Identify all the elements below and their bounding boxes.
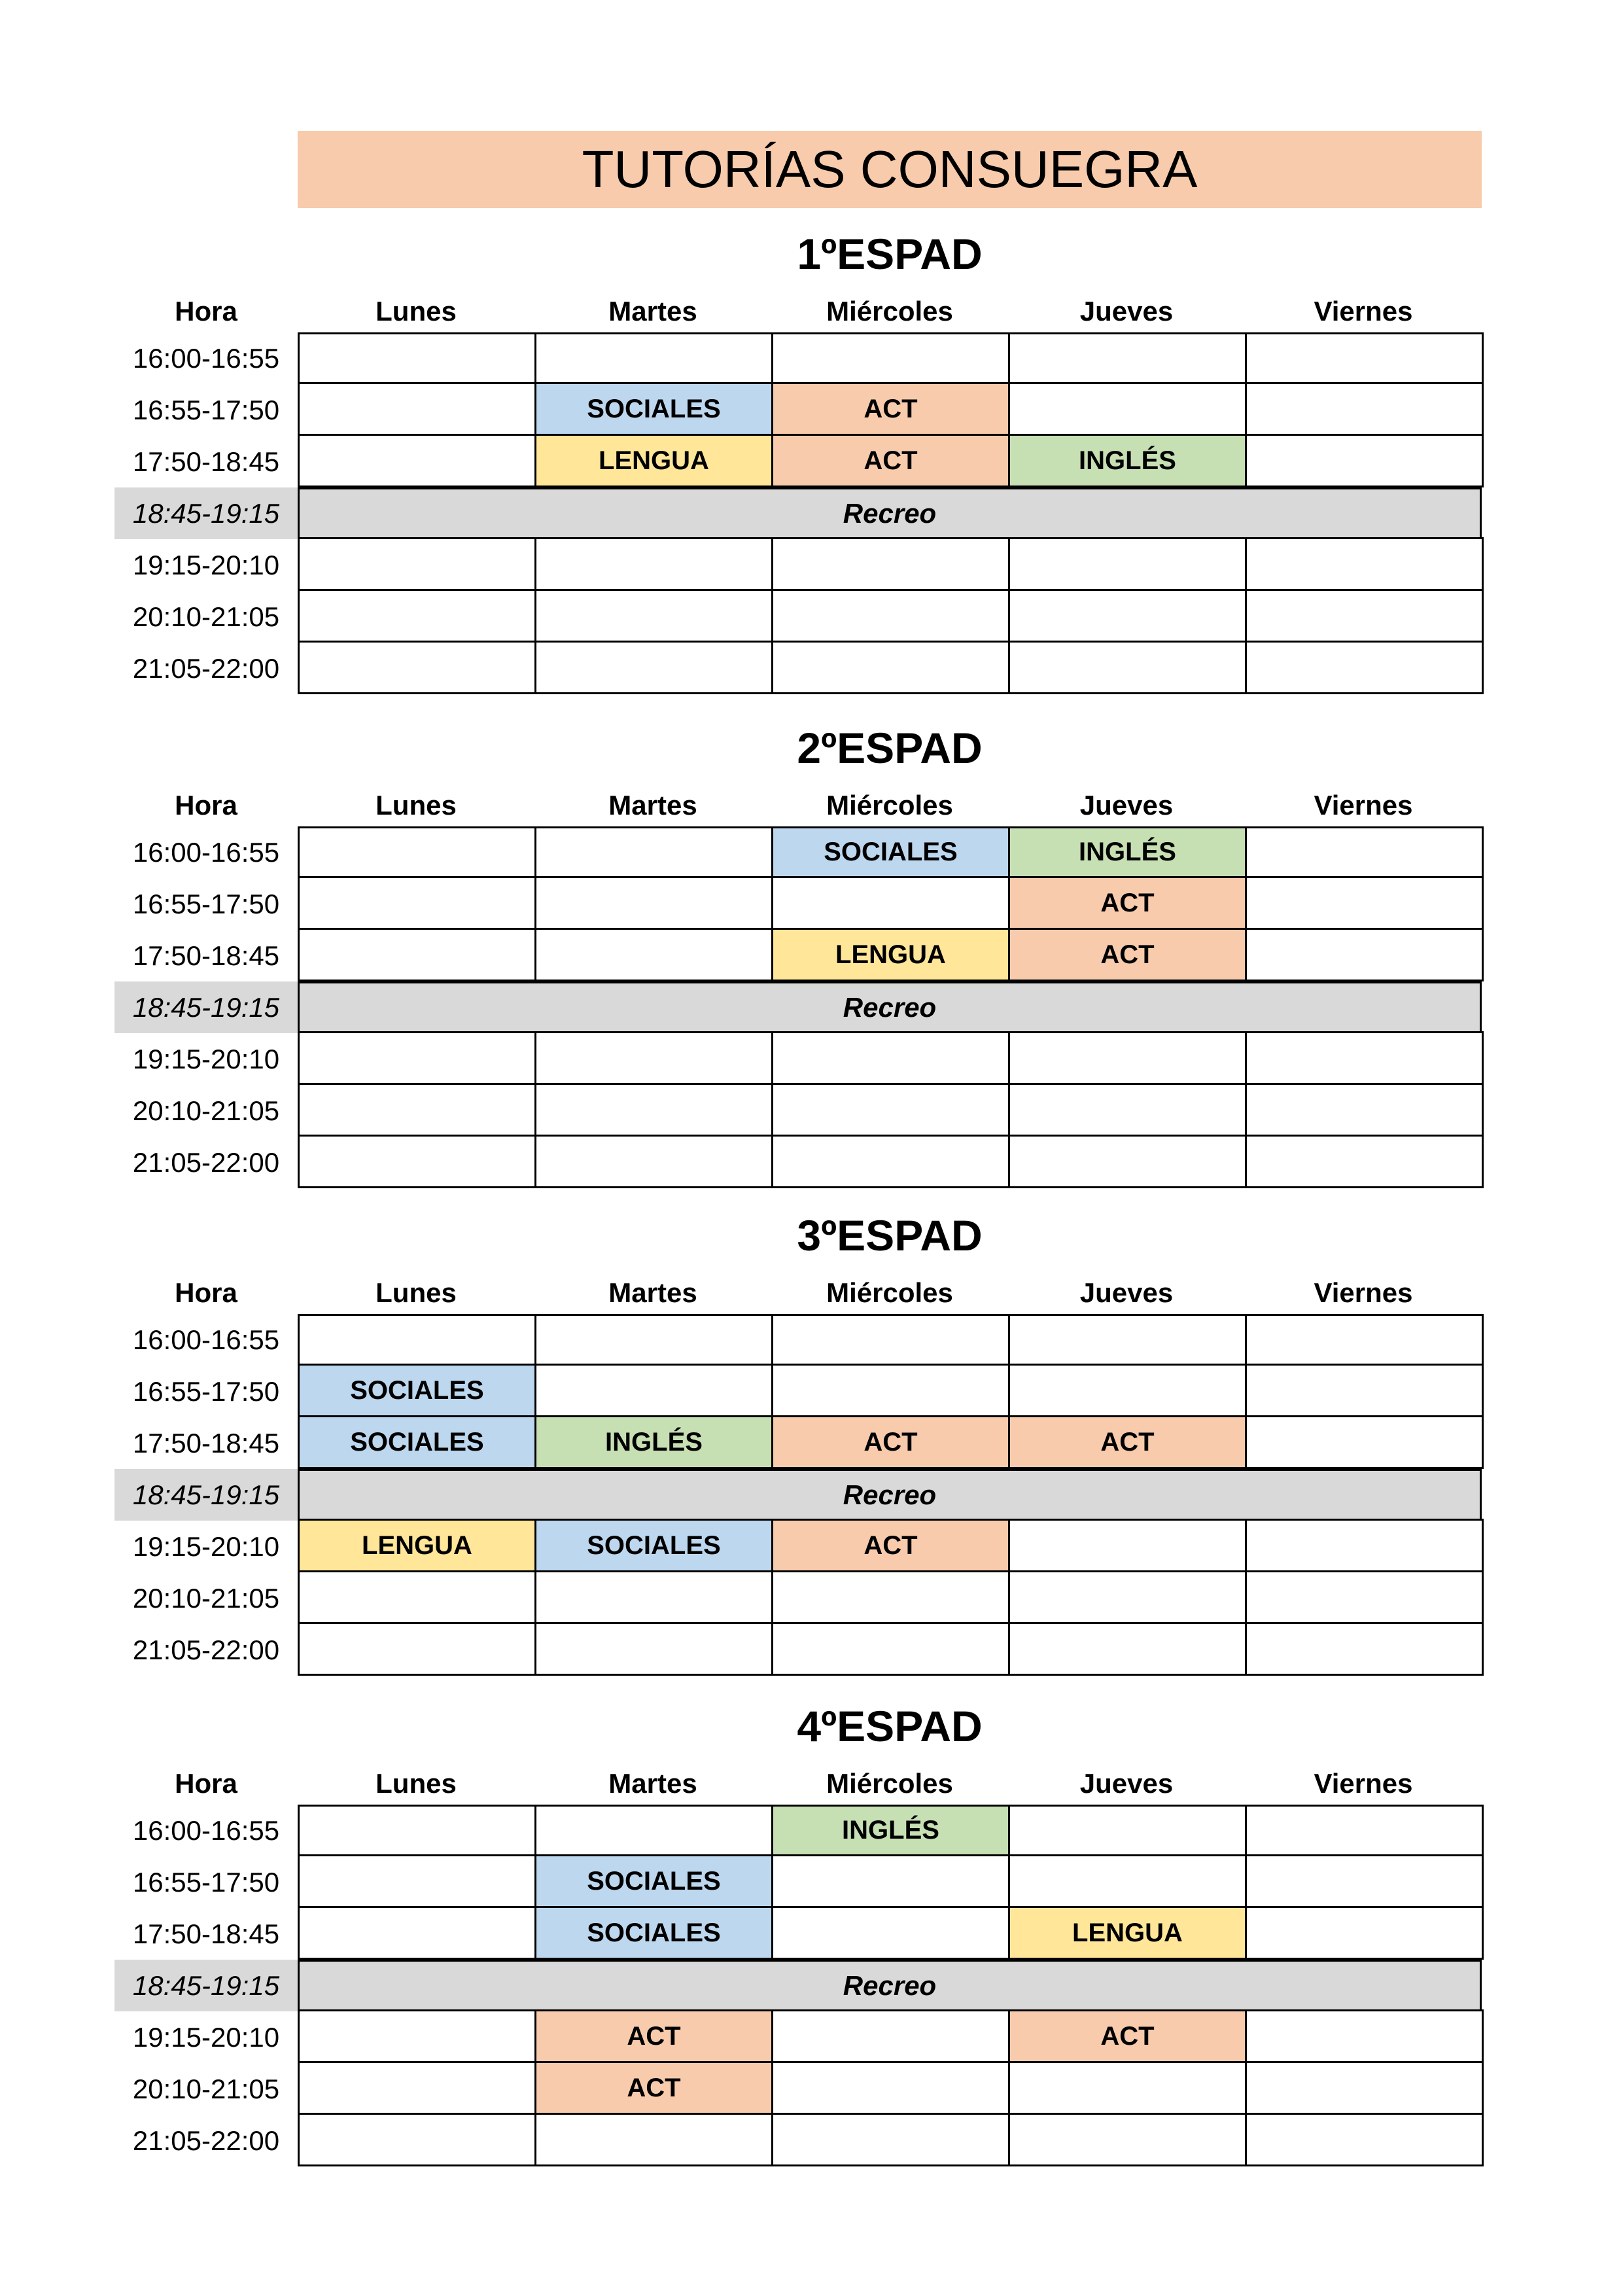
schedule-cell: SOCIALES (298, 1415, 536, 1469)
schedule-cell (1245, 1805, 1484, 1856)
table-row (114, 1624, 1482, 1676)
schedule-block (114, 723, 1482, 1188)
table-row (114, 1521, 1482, 1572)
table-row (114, 1417, 1482, 1469)
time-slot: 18:45-19:15 (114, 487, 298, 539)
column-header: Viernes (1314, 296, 1413, 327)
time-slot: 20:10-21:05 (132, 1095, 280, 1126)
schedule-cell (534, 876, 773, 930)
time-slot: 16:55-17:50 (132, 1866, 280, 1898)
schedule-cell (771, 332, 1010, 384)
schedule-cell (771, 1906, 1010, 1960)
time-slot: 17:50-18:45 (132, 1918, 280, 1949)
schedule-cell (1008, 537, 1247, 591)
schedule-cell (771, 1364, 1010, 1417)
table-row (114, 1572, 1482, 1624)
schedule-cell (298, 1135, 536, 1188)
schedule-cell (1245, 826, 1484, 878)
column-header: Jueves (1079, 1768, 1174, 1799)
schedule-cell (1008, 2061, 1247, 2115)
schedule-cell: ACT (1008, 1415, 1247, 1469)
schedule-cell (1008, 589, 1247, 643)
schedule-cell (1245, 1314, 1484, 1366)
column-header: Martes (608, 296, 697, 327)
column-header: Lunes (375, 790, 457, 821)
table-row (114, 1033, 1482, 1085)
column-header: Hora (175, 1277, 237, 1308)
table-row (114, 1085, 1482, 1137)
schedule-cell: ACT (771, 1519, 1010, 1572)
schedule-cell (1245, 434, 1484, 487)
time-slot: 17:50-18:45 (132, 446, 280, 477)
column-header: Jueves (1079, 1277, 1174, 1308)
schedule-cell: ACT (771, 382, 1010, 436)
column-header: Viernes (1314, 1768, 1413, 1799)
schedule-cell (1245, 1415, 1484, 1469)
schedule-cell: ACT (1008, 876, 1247, 930)
schedule-cell (771, 2113, 1010, 2166)
time-slot: 16:00-16:55 (132, 836, 280, 868)
table-row (114, 1137, 1482, 1188)
schedule-cell: ACT (771, 1415, 1010, 1469)
table-row (114, 539, 1482, 591)
schedule-cell: SOCIALES (771, 826, 1010, 878)
schedule-cell: LENGUA (1008, 1906, 1247, 1960)
schedule-cell (534, 537, 773, 591)
schedule-cell: INGLÉS (771, 1805, 1010, 1856)
column-header: Martes (608, 1768, 697, 1799)
page-title: TUTORÍAS CONSUEGRA (298, 131, 1482, 208)
schedule-cell (771, 1314, 1010, 1366)
schedule-cell (1245, 1622, 1484, 1676)
table-row (114, 384, 1482, 436)
schedule-cell (1245, 1031, 1484, 1085)
table-row (114, 591, 1482, 643)
schedule-cell (298, 928, 536, 981)
column-header: Viernes (1314, 790, 1413, 821)
break-cell: Recreo (298, 981, 1482, 1033)
schedule-cell (771, 1854, 1010, 1908)
schedule-block (114, 229, 1482, 694)
time-slot: 17:50-18:45 (132, 940, 280, 971)
schedule-cell (1008, 382, 1247, 436)
time-slot: 19:15-20:10 (132, 1043, 280, 1074)
column-header: Miércoles (826, 296, 953, 327)
column-header: Hora (175, 1768, 237, 1799)
table-row (114, 826, 1482, 878)
schedule-cell (1245, 2113, 1484, 2166)
schedule-cell (1245, 928, 1484, 981)
time-slot: 19:15-20:10 (132, 2021, 280, 2053)
schedule-cell (298, 2113, 536, 2166)
schedule-cell (1245, 2061, 1484, 2115)
schedule-cell (1245, 537, 1484, 591)
time-slot: 21:05-22:00 (132, 1634, 280, 1665)
schedule-cell: ACT (534, 2061, 773, 2115)
schedule-cell (1008, 1805, 1247, 1856)
schedule-cell (1008, 1622, 1247, 1676)
time-slot: 18:45-19:15 (114, 1469, 298, 1521)
schedule-block (114, 1210, 1482, 1676)
schedule-cell (1245, 1854, 1484, 1908)
column-header: Lunes (375, 1277, 457, 1308)
schedule-cell (771, 876, 1010, 930)
schedule-cell (1245, 1906, 1484, 1960)
schedule-cell (1008, 2113, 1247, 2166)
table-row (114, 436, 1482, 487)
table-row (114, 2115, 1482, 2166)
schedule-cell (1008, 1083, 1247, 1137)
table-row (114, 1469, 1482, 1521)
time-slot: 21:05-22:00 (132, 1146, 280, 1178)
time-slot: 21:05-22:00 (132, 2125, 280, 2156)
schedule-cell (534, 1314, 773, 1366)
time-slot: 16:00-16:55 (132, 1324, 280, 1355)
column-header: Martes (608, 1277, 697, 1308)
break-cell: Recreo (298, 1960, 1482, 2011)
schedule-cell (298, 1854, 536, 1908)
column-header: Jueves (1079, 790, 1174, 821)
schedule-cell (771, 2061, 1010, 2115)
schedule-cell (1245, 1519, 1484, 1572)
schedule-cell (298, 826, 536, 878)
schedule-cell (771, 537, 1010, 591)
time-slot: 20:10-21:05 (132, 601, 280, 632)
schedule-cell (298, 434, 536, 487)
schedule-cell (534, 1083, 773, 1137)
schedule-cell (1008, 332, 1247, 384)
schedule-cell (298, 1622, 536, 1676)
time-slot: 21:05-22:00 (132, 652, 280, 684)
schedule-cell (1245, 876, 1484, 930)
column-header: Miércoles (826, 790, 953, 821)
schedule-block (114, 1701, 1482, 2166)
schedule-cell (534, 1364, 773, 1417)
schedule-cell (298, 589, 536, 643)
schedule-cell (534, 1031, 773, 1085)
schedule-cell (771, 1083, 1010, 1137)
schedule-cell (771, 589, 1010, 643)
schedule-cell (298, 2009, 536, 2063)
schedule-title: 3ºESPAD (797, 1211, 983, 1260)
break-cell: Recreo (298, 1469, 1482, 1521)
schedule-cell: ACT (1008, 2009, 1247, 2063)
schedule-cell (1008, 1364, 1247, 1417)
time-slot: 16:55-17:50 (132, 1375, 280, 1407)
schedule-cell (298, 1805, 536, 1856)
schedule-cell (771, 1622, 1010, 1676)
schedule-cell (1245, 2009, 1484, 2063)
time-slot: 17:50-18:45 (132, 1427, 280, 1458)
schedule-cell (1008, 641, 1247, 694)
schedule-cell (298, 1083, 536, 1137)
schedule-cell (771, 1135, 1010, 1188)
table-row (114, 1908, 1482, 1960)
time-slot: 20:10-21:05 (132, 2073, 280, 2104)
schedule-title: 4ºESPAD (797, 1702, 983, 1750)
column-header: Miércoles (826, 1277, 953, 1308)
schedule-cell (534, 332, 773, 384)
column-header: Hora (175, 296, 237, 327)
schedule-cell (771, 641, 1010, 694)
time-slot: 19:15-20:10 (132, 549, 280, 580)
schedule-title: 2ºESPAD (797, 724, 983, 772)
schedule-cell (298, 537, 536, 591)
schedule-cell (771, 1031, 1010, 1085)
table-row (114, 1314, 1482, 1366)
schedule-cell (534, 2113, 773, 2166)
column-header: Hora (175, 790, 237, 821)
schedule-cell (298, 1031, 536, 1085)
column-header: Lunes (375, 296, 457, 327)
schedule-cell (298, 641, 536, 694)
schedule-cell: INGLÉS (534, 1415, 773, 1469)
schedule-cell (1245, 1135, 1484, 1188)
table-row (114, 1960, 1482, 2011)
table-row (114, 643, 1482, 694)
table-row (114, 2011, 1482, 2063)
schedule-cell: SOCIALES (534, 382, 773, 436)
schedule-cell: ACT (1008, 928, 1247, 981)
time-slot: 19:15-20:10 (132, 1530, 280, 1562)
schedule-cell (298, 1314, 536, 1366)
schedule-cell (1245, 1364, 1484, 1417)
schedule-cell (1245, 332, 1484, 384)
schedule-cell: LENGUA (771, 928, 1010, 981)
table-row (114, 487, 1482, 539)
schedule-cell: SOCIALES (298, 1364, 536, 1417)
schedule-cell (1008, 1519, 1247, 1572)
table-row (114, 1856, 1482, 1908)
schedule-cell: SOCIALES (534, 1854, 773, 1908)
time-slot: 18:45-19:15 (114, 1960, 298, 2011)
schedule-cell: ACT (534, 2009, 773, 2063)
schedule-cell (534, 928, 773, 981)
schedule-cell (1245, 1570, 1484, 1624)
schedule-cell (534, 826, 773, 878)
schedule-cell (298, 332, 536, 384)
schedule-cell (298, 876, 536, 930)
column-header: Miércoles (826, 1768, 953, 1799)
schedule-cell (298, 1570, 536, 1624)
table-row (114, 1366, 1482, 1417)
schedule-cell: INGLÉS (1008, 826, 1247, 878)
column-header: Lunes (375, 1768, 457, 1799)
time-slot: 16:55-17:50 (132, 394, 280, 425)
schedule-title: 1ºESPAD (797, 230, 983, 278)
schedule-cell (1245, 382, 1484, 436)
schedule-cell (298, 2061, 536, 2115)
time-slot: 18:45-19:15 (114, 981, 298, 1033)
column-header: Viernes (1314, 1277, 1413, 1308)
table-row (114, 981, 1482, 1033)
table-row (114, 2063, 1482, 2115)
schedule-cell (298, 382, 536, 436)
table-row (114, 332, 1482, 384)
table-row (114, 930, 1482, 981)
time-slot: 16:00-16:55 (132, 1814, 280, 1846)
schedule-cell (534, 1135, 773, 1188)
schedule-cell (1245, 641, 1484, 694)
schedule-cell: ACT (771, 434, 1010, 487)
column-header: Jueves (1079, 296, 1174, 327)
time-slot: 16:55-17:50 (132, 888, 280, 919)
schedule-cell: INGLÉS (1008, 434, 1247, 487)
schedule-cell (1008, 1854, 1247, 1908)
schedule-cell: SOCIALES (534, 1519, 773, 1572)
schedule-cell: SOCIALES (534, 1906, 773, 1960)
schedule-cell (1008, 1570, 1247, 1624)
schedule-cell (534, 641, 773, 694)
schedule-cell (1245, 1083, 1484, 1137)
schedule-cell (1008, 1031, 1247, 1085)
schedule-cell (534, 1570, 773, 1624)
schedule-cell: LENGUA (534, 434, 773, 487)
schedule-cell (1245, 589, 1484, 643)
table-row (114, 878, 1482, 930)
schedule-cell (534, 589, 773, 643)
table-row (114, 1805, 1482, 1856)
column-header: Martes (608, 790, 697, 821)
time-slot: 20:10-21:05 (132, 1582, 280, 1614)
break-cell: Recreo (298, 487, 1482, 539)
schedule-cell (1008, 1135, 1247, 1188)
schedule-cell (771, 2009, 1010, 2063)
schedule-cell: LENGUA (298, 1519, 536, 1572)
schedule-cell (534, 1622, 773, 1676)
schedule-cell (298, 1906, 536, 1960)
schedule-cell (1008, 1314, 1247, 1366)
time-slot: 16:00-16:55 (132, 342, 280, 374)
schedule-cell (771, 1570, 1010, 1624)
schedule-cell (534, 1805, 773, 1856)
